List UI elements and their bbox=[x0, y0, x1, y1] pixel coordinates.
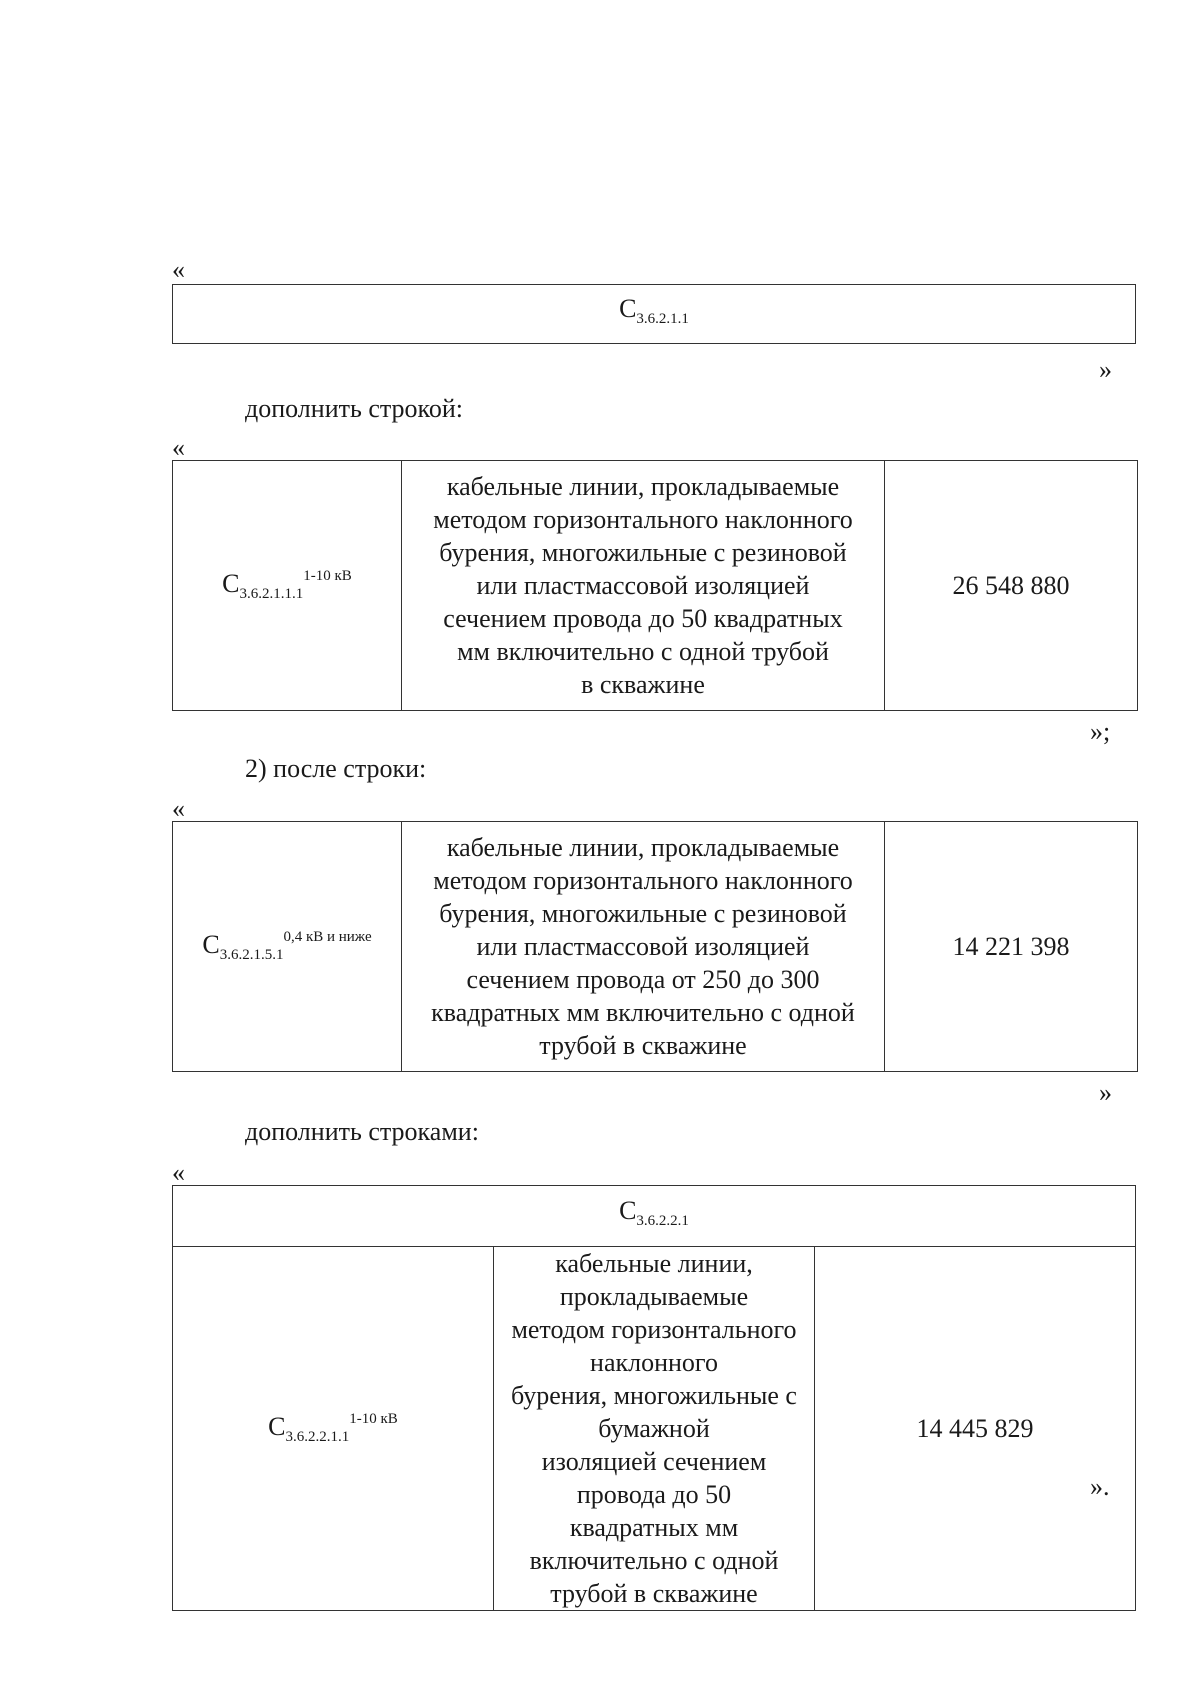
description-line: методом горизонтального наклонного bbox=[433, 866, 853, 895]
row-code: $С_{3.6.2.1.5.1}^{0,4 кВ и ниже}$ bbox=[202, 929, 372, 963]
close-quote: » bbox=[1099, 355, 1112, 384]
description-cell bbox=[402, 461, 885, 711]
description-line: кабельные линии, прокладываемые bbox=[446, 472, 840, 501]
description-line: или пластмассовой изоляцией bbox=[476, 571, 810, 600]
description-line: методом горизонтального наклонного bbox=[511, 1315, 797, 1377]
instruction-text: дополнить строками: bbox=[245, 1117, 479, 1146]
close-quote: ». bbox=[1090, 1472, 1110, 1501]
description-line: методом горизонтального наклонного bbox=[433, 505, 853, 534]
table-row bbox=[173, 822, 1138, 1072]
open-quote: « bbox=[172, 433, 185, 462]
value-cell: 26 548 880 bbox=[885, 461, 1138, 711]
code-cell bbox=[173, 822, 402, 1072]
description-line: трубой в скважине bbox=[550, 1579, 758, 1608]
table-header-cell bbox=[173, 1186, 1136, 1247]
close-quote: » bbox=[1099, 1078, 1112, 1107]
description-line: мм включительно с одной трубой bbox=[457, 637, 829, 666]
table-row-c362151 bbox=[172, 821, 1138, 1072]
row-code: $С_{3.6.2.2.1}$ bbox=[619, 1196, 689, 1229]
table-row bbox=[173, 1186, 1136, 1247]
open-quote: « bbox=[172, 1158, 185, 1187]
table-row-c362111 bbox=[172, 460, 1138, 711]
description-line: бурения, многожильные с резиновой bbox=[439, 899, 847, 928]
description-line: квадратных мм включительно с одной bbox=[431, 998, 855, 1027]
description-cell bbox=[494, 1247, 815, 1611]
description-cell bbox=[402, 822, 885, 1072]
description-line: в скважине bbox=[581, 670, 705, 699]
open-quote: « bbox=[172, 794, 185, 823]
description-line: кабельные линии, прокладываемые bbox=[446, 833, 840, 862]
value-cell: 14 445 829 bbox=[815, 1247, 1136, 1611]
table-row bbox=[173, 285, 1136, 344]
instruction-text: дополнить строкой: bbox=[245, 394, 463, 423]
description-line: трубой в скважине bbox=[539, 1031, 747, 1060]
description-line: кабельные линии, прокладываемые bbox=[555, 1249, 753, 1311]
table-header-cell bbox=[173, 285, 1136, 344]
value-cell: 14 221 398 bbox=[885, 822, 1138, 1072]
close-quote: »; bbox=[1090, 717, 1111, 746]
description-line: изоляцией сечением провода до 50 bbox=[541, 1447, 767, 1509]
open-quote: « bbox=[172, 255, 185, 284]
description-line: сечением провода до 50 квадратных bbox=[443, 604, 843, 633]
description-line: квадратных мм включительно с одной bbox=[529, 1513, 779, 1575]
description-line: бурения, многожильные с резиновой bbox=[439, 538, 847, 567]
instruction-text: 2) после строки: bbox=[245, 754, 427, 783]
table-c3622-group bbox=[172, 1185, 1136, 1611]
code-cell bbox=[173, 1247, 494, 1611]
description-line: сечением провода от 250 до 300 bbox=[466, 965, 820, 994]
description-line: или пластмассовой изоляцией bbox=[476, 932, 810, 961]
row-code: $С_{3.6.2.1.1}$ bbox=[619, 294, 689, 327]
table-row bbox=[173, 461, 1138, 711]
code-cell bbox=[173, 461, 402, 711]
table-c3621-header bbox=[172, 284, 1136, 344]
table-row bbox=[173, 1247, 1136, 1611]
row-code: $С_{3.6.2.1.1.1}^{1-10 кВ}$ bbox=[222, 568, 352, 602]
row-code: $С_{3.6.2.2.1.1}^{1-10 кВ}$ bbox=[268, 1411, 398, 1445]
description-line: бурения, многожильные с бумажной bbox=[511, 1381, 797, 1443]
